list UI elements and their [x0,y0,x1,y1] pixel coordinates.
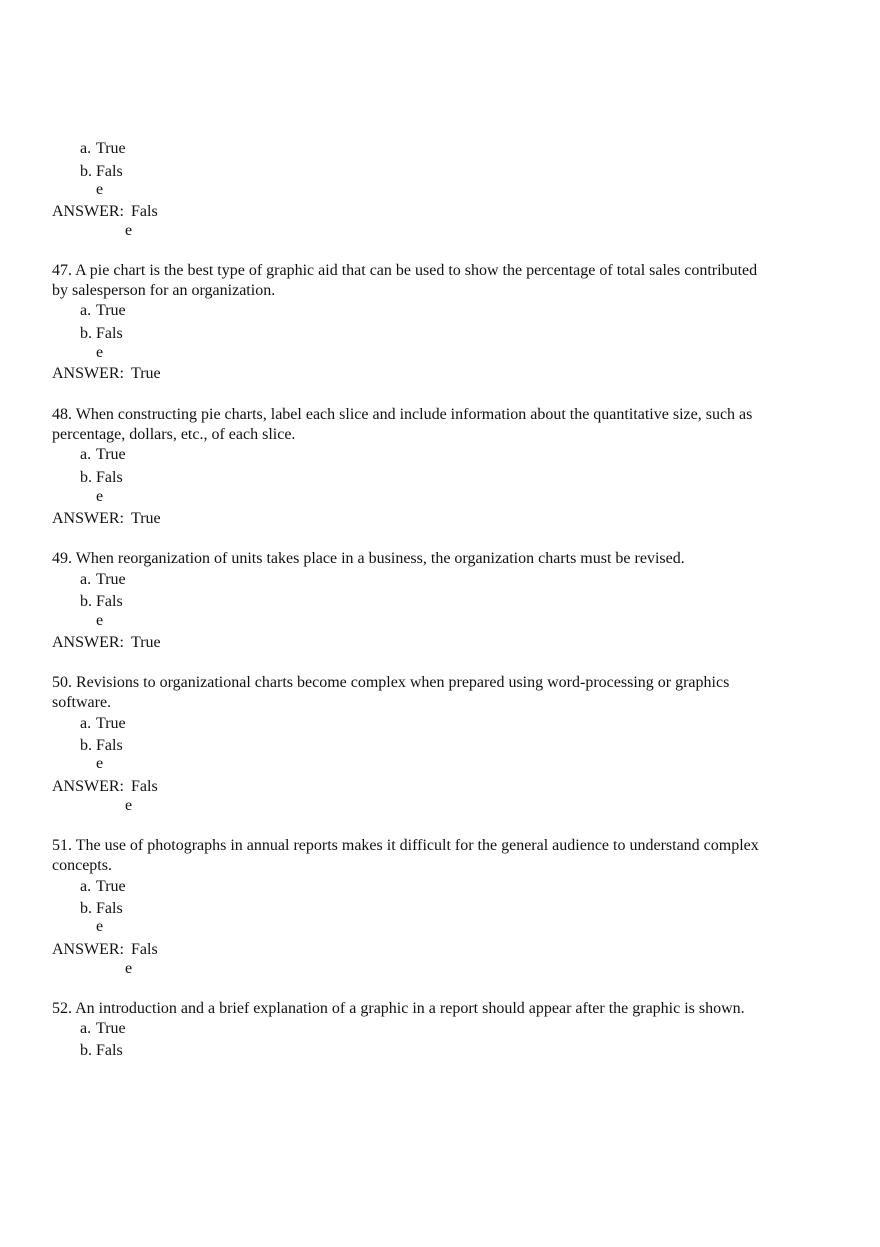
option-b-wrap: e [96,181,104,198]
option-b-wrap: e [96,755,104,772]
question-text-line1: 51. The use of photographs in annual reports makes it difficult for the general audience to understand complex [52,837,759,854]
question-text-line1: 50. Revisions to organizational charts become complex when prepared using word-processing or graphics [52,674,730,691]
question-text-line2: percentage, dollars, etc., of each slice. [52,426,296,443]
option-a: a. True [80,715,126,732]
option-b: b. Fals [80,469,123,486]
answer: ANSWER: Fals [52,941,158,958]
option-a: a. True [80,878,126,895]
option-b-wrap: e [96,612,104,629]
answer-wrap: e [125,960,133,977]
option-b-wrap: e [96,918,104,935]
question-text-line1: 48. When constructing pie charts, label each slice and include information about the quantitative size, such as [52,406,753,423]
question-text-line2: by salesperson for an organization. [52,282,276,299]
question-text-line1: 49. When reorganization of units takes place in a business, the organization charts must be revised. [52,550,685,567]
option-a: a. True [80,140,126,157]
option-b: b. Fals [80,325,123,342]
option-b: b. Fals [80,737,123,754]
answer: ANSWER: Fals [52,778,158,795]
answer: ANSWER: True [52,510,161,527]
question-text-line1: 52. An introduction and a brief explanation of a graphic in a report should appear after the graphic is shown. [52,1000,745,1017]
answer-wrap: e [125,797,133,814]
answer: ANSWER: Fals [52,203,158,220]
answer: ANSWER: True [52,365,161,382]
option-b-wrap: e [96,488,104,505]
option-a: a. True [80,571,126,588]
option-b: b. Fals [80,593,123,610]
option-b: b. Fals [80,1042,123,1059]
option-a: a. True [80,302,126,319]
option-a: a. True [80,1020,126,1037]
question-text-line2: concepts. [52,857,112,874]
question-text-line1: 47. A pie chart is the best type of graphic aid that can be used to show the percentage of total sales contributed [52,262,758,279]
option-b-wrap: e [96,344,104,361]
option-a: a. True [80,446,126,463]
question-text-line2: software. [52,694,112,711]
answer-wrap: e [125,222,133,239]
answer: ANSWER: True [52,634,161,651]
option-b: b. Fals [80,163,123,180]
option-b: b. Fals [80,900,123,917]
